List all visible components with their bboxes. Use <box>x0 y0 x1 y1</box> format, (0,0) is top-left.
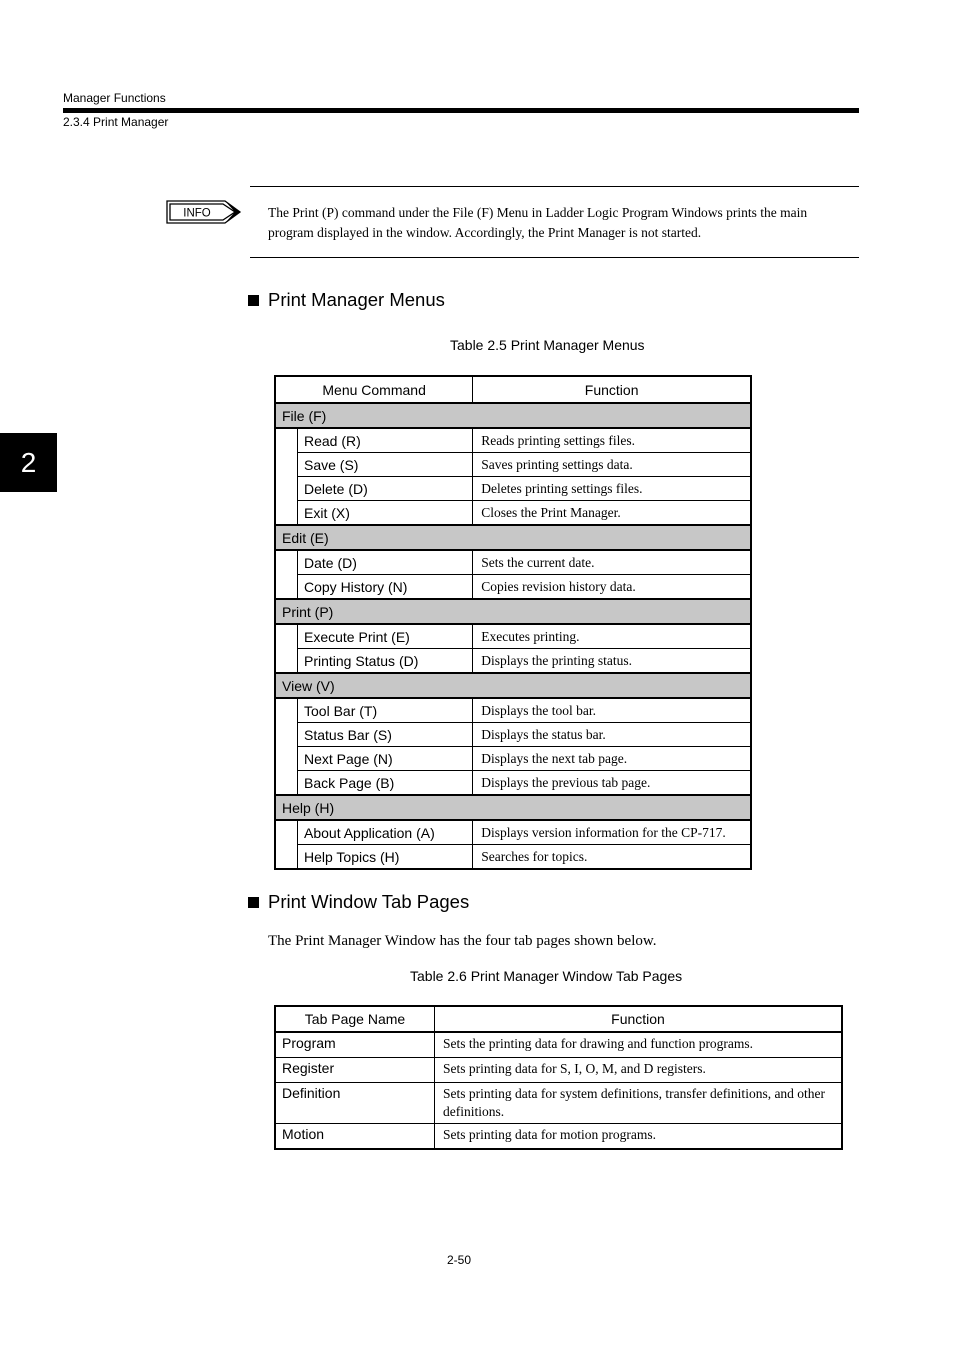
menu-group-name: Edit (E) <box>275 525 751 550</box>
menu-command-cell: Printing Status (D) <box>298 649 473 674</box>
menu-group-name: Help (H) <box>275 795 751 820</box>
tab-pages-intro-text: The Print Manager Window has the four tab pages shown below. <box>268 933 657 949</box>
table-row <box>275 698 751 723</box>
function-cell: Displays version information for the CP-717. <box>473 820 751 845</box>
table-row <box>275 477 751 501</box>
menu-group-name: File (F) <box>275 403 751 428</box>
menu-command-cell: About Application (A) <box>298 820 473 845</box>
function-cell: Executes printing. <box>473 624 751 649</box>
table-caption-tab-pages: Table 2.6 Print Manager Window Tab Pages <box>410 968 683 984</box>
table-row <box>275 624 751 649</box>
table-row <box>275 820 751 845</box>
table-row <box>275 1058 842 1083</box>
menu-group-row <box>275 525 751 550</box>
indent-cell <box>275 575 298 600</box>
function-cell: Searches for topics. <box>473 845 751 870</box>
table-row <box>275 550 751 575</box>
indent-cell <box>275 649 298 674</box>
menu-group-row <box>275 403 751 428</box>
function-cell: Copies revision history data. <box>473 575 751 600</box>
indent-cell <box>275 477 298 501</box>
function-cell: Sets printing data for S, I, O, M, and D registers. <box>435 1058 843 1083</box>
menu-command-cell: Back Page (B) <box>298 771 473 796</box>
menu-command-cell: Status Bar (S) <box>298 723 473 747</box>
menu-group-row <box>275 673 751 698</box>
column-header-menu-command: Menu Command <box>275 376 473 403</box>
menu-command-cell: Delete (D) <box>298 477 473 501</box>
menu-command-cell: Read (R) <box>298 428 473 453</box>
bullet-square-icon <box>248 295 259 306</box>
tab-page-name-cell: Program <box>275 1032 435 1058</box>
function-cell: Displays the previous tab page. <box>473 771 751 796</box>
page-number: 2-50 <box>447 1253 472 1267</box>
column-header-function: Function <box>473 376 751 403</box>
tab-pages-table <box>274 1005 843 1150</box>
menu-command-cell: Exit (X) <box>298 501 473 526</box>
section-heading-menus <box>248 289 445 311</box>
table-row <box>275 771 751 796</box>
menu-command-cell: Save (S) <box>298 453 473 477</box>
table-row <box>275 747 751 771</box>
function-cell: Deletes printing settings files. <box>473 477 751 501</box>
indent-cell <box>275 501 298 526</box>
indent-cell <box>275 820 298 845</box>
indent-cell <box>275 550 298 575</box>
table-row <box>275 723 751 747</box>
column-header-tab-page-name: Tab Page Name <box>275 1006 435 1032</box>
indent-cell <box>275 747 298 771</box>
menu-command-cell: Date (D) <box>298 550 473 575</box>
function-cell: Displays the next tab page. <box>473 747 751 771</box>
function-cell: Closes the Print Manager. <box>473 501 751 526</box>
function-cell: Displays the status bar. <box>473 723 751 747</box>
function-cell: Sets printing data for system definitions, transfer definitions, and other definitions. <box>435 1083 843 1124</box>
info-icon <box>163 198 243 226</box>
table-row <box>275 428 751 453</box>
indent-cell <box>275 771 298 796</box>
info-note-text: The Print (P) command under the File (F) Menu in Ladder Logic Program Windows prints the main program displayed in the window. Accordingly, the Print Manager is not started. <box>268 205 808 240</box>
indent-cell <box>275 698 298 723</box>
table-caption-menus: Table 2.5 Print Manager Menus <box>450 337 645 353</box>
bullet-square-icon <box>248 897 259 908</box>
menu-group-row <box>275 599 751 624</box>
section-heading-menus-label: Print Manager Menus <box>268 289 445 310</box>
table-row <box>275 845 751 870</box>
menu-command-cell: Execute Print (E) <box>298 624 473 649</box>
function-cell: Sets the printing data for drawing and function programs. <box>435 1032 843 1058</box>
info-rule-bottom <box>250 257 859 258</box>
table-row <box>275 1032 842 1058</box>
table-row <box>275 1124 842 1150</box>
table-row <box>275 1083 842 1124</box>
function-cell: Displays the printing status. <box>473 649 751 674</box>
function-cell: Reads printing settings files. <box>473 428 751 453</box>
indent-cell <box>275 428 298 453</box>
indent-cell <box>275 453 298 477</box>
section-heading-tab-pages-label: Print Window Tab Pages <box>268 891 470 912</box>
menu-command-cell: Help Topics (H) <box>298 845 473 870</box>
section-heading-tab-pages <box>248 891 469 913</box>
function-cell: Saves printing settings data. <box>473 453 751 477</box>
indent-cell <box>275 845 298 870</box>
indent-cell <box>275 723 298 747</box>
header-rule <box>63 108 859 113</box>
info-icon-label: INFO <box>183 207 211 220</box>
tab-page-name-cell: Motion <box>275 1124 435 1150</box>
column-header-function: Function <box>435 1006 843 1032</box>
menus-table <box>274 375 752 870</box>
menu-group-name: Print (P) <box>275 599 751 624</box>
tab-page-name-cell: Definition <box>275 1083 435 1124</box>
function-cell: Sets printing data for motion programs. <box>435 1124 843 1150</box>
function-cell: Sets the current date. <box>473 550 751 575</box>
table-row <box>275 453 751 477</box>
running-header-subsection: 2.3.4 Print Manager <box>63 115 169 129</box>
info-rule-top <box>250 186 859 187</box>
tab-page-name-cell: Register <box>275 1058 435 1083</box>
running-header-section: Manager Functions <box>63 91 166 105</box>
chapter-tab: 2 <box>0 433 57 492</box>
table-row <box>275 501 751 526</box>
function-cell: Displays the tool bar. <box>473 698 751 723</box>
menu-group-row <box>275 795 751 820</box>
menu-command-cell: Copy History (N) <box>298 575 473 600</box>
menu-group-name: View (V) <box>275 673 751 698</box>
indent-cell <box>275 624 298 649</box>
table-row <box>275 575 751 600</box>
menu-command-cell: Tool Bar (T) <box>298 698 473 723</box>
table-row <box>275 649 751 674</box>
menu-command-cell: Next Page (N) <box>298 747 473 771</box>
